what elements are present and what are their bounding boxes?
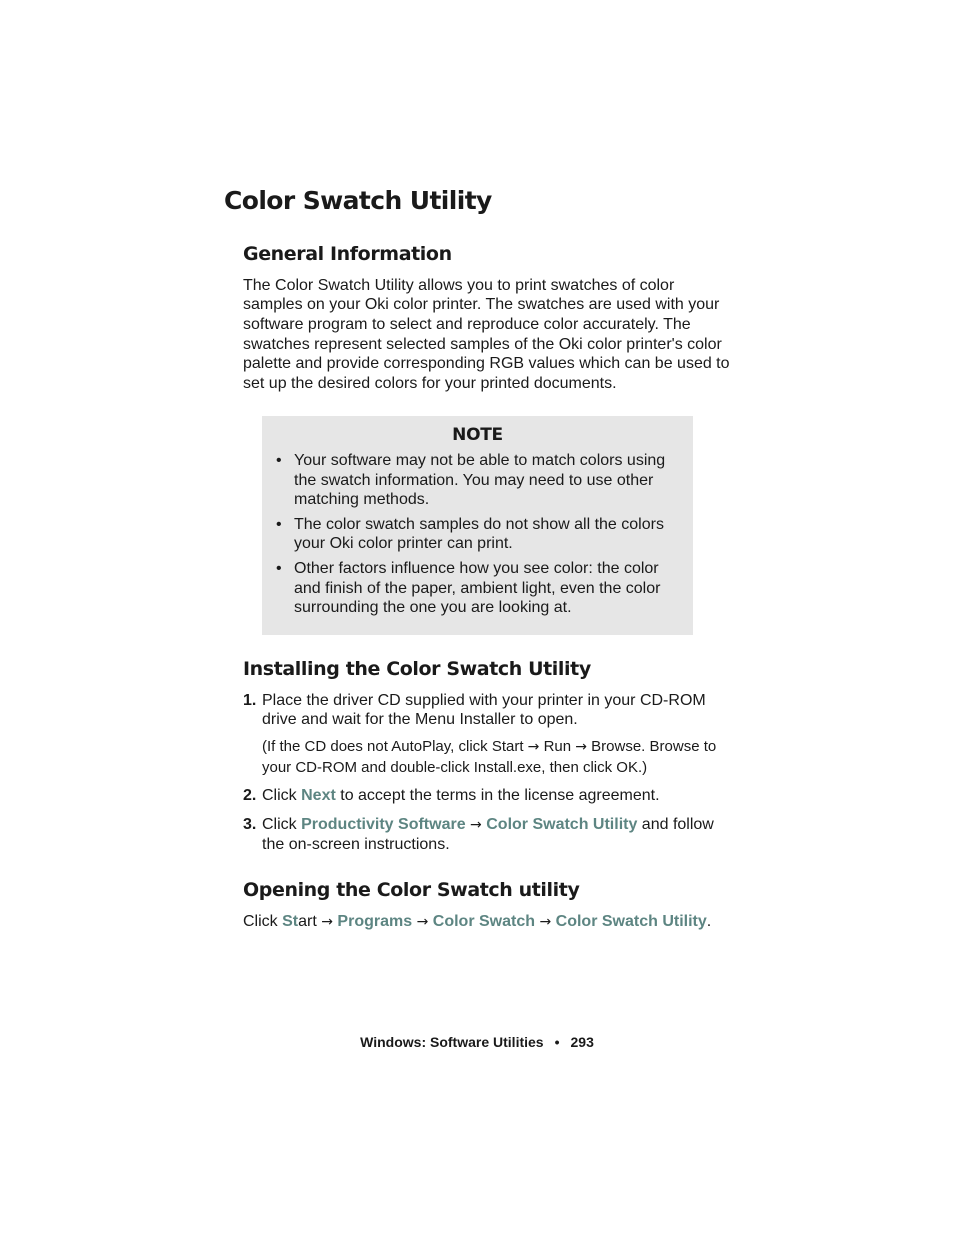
note-box	[262, 416, 693, 635]
color-swatch-menu-ref: Color Swatch	[432, 912, 535, 930]
arrow-icon: →	[321, 913, 333, 930]
step-note	[262, 737, 733, 777]
note-item	[276, 451, 679, 510]
programs-menu-ref: Programs	[337, 912, 413, 930]
note-title: NOTE	[452, 425, 503, 445]
opening-suffix: .	[706, 912, 712, 930]
general-information-heading: General Information	[243, 243, 452, 265]
start-menu-ref-rest: art	[298, 912, 317, 930]
step-text-suffix: and follow the on-screen instructions.	[262, 815, 714, 854]
page-number: 293	[570, 1034, 594, 1050]
opening-prefix: Click	[243, 912, 283, 930]
opening-section	[243, 879, 733, 932]
general-information-section	[243, 243, 733, 393]
arrow-icon: →	[539, 913, 552, 930]
opening-heading: Opening the Color Swatch utility	[243, 879, 580, 901]
install-step	[243, 815, 733, 855]
step-text: Place the driver CD supplied with your printer in your CD-ROM drive and wait for the Menu Installer to open.	[262, 691, 706, 729]
step-number: 2.	[243, 787, 257, 805]
footer-section: Windows: Software Utilities	[360, 1034, 544, 1050]
step-number: 1.	[243, 691, 257, 709]
arrow-icon: →	[575, 738, 587, 755]
step-note-part: Run	[539, 737, 576, 755]
arrow-icon: →	[416, 913, 429, 930]
page-title: Color Swatch Utility	[224, 186, 492, 215]
arrow-icon: →	[470, 816, 482, 833]
arrow-icon: →	[527, 738, 540, 755]
productivity-software-ref: Productivity Software	[301, 815, 466, 833]
bullet-icon: •	[276, 452, 282, 469]
next-button-ref: Next	[301, 787, 336, 805]
footer-separator: •	[554, 1034, 560, 1050]
install-step	[243, 786, 733, 806]
note-list	[276, 451, 679, 618]
note-item-text: Your software may not be able to match colors using the swatch information. You may need to use other matching methods.	[294, 452, 666, 509]
start-menu-ref-highlight: St	[282, 912, 299, 930]
color-swatch-utility-menu-ref: Color Swatch Utility	[555, 912, 707, 930]
install-step	[243, 691, 733, 777]
step-note-part: Browse. Browse to your CD-ROM and double-click Install.exe, then click OK.)	[262, 737, 717, 776]
opening-instructions	[243, 912, 733, 933]
note-item	[276, 515, 679, 554]
install-steps	[243, 691, 733, 855]
step-text-prefix: Click	[262, 815, 302, 833]
general-information-body: The Color Swatch Utility allows you to print swatches of color samples on your Oki color printer. The swatches are used with your software program to select and reproduce color accurately. The swatches represent selected samples of the Oki color printer's color palette and provide corresponding RGB values which can be used to set up the desired colors for your printed documents.	[243, 276, 730, 392]
note-item-text: Other factors influence how you see color: the color and finish of the paper, ambient light, even the color surrounding the one you are looking at.	[294, 559, 661, 617]
note-item	[276, 559, 679, 618]
installing-heading: Installing the Color Swatch Utility	[243, 658, 591, 680]
note-item-text: The color swatch samples do not show all the colors your Oki color printer can print.	[294, 515, 664, 553]
step-text-suffix: to accept the terms in the license agreement.	[335, 787, 660, 805]
step-text-prefix: Click	[262, 787, 302, 805]
color-swatch-utility-ref: Color Swatch Utility	[486, 815, 638, 833]
bullet-icon: •	[276, 559, 282, 577]
bullet-icon: •	[276, 515, 282, 533]
step-number: 3.	[243, 815, 257, 833]
step-note-part: (If the CD does not AutoPlay, click Start	[262, 737, 528, 755]
page-footer	[0, 1034, 954, 1050]
installing-section	[243, 658, 733, 864]
